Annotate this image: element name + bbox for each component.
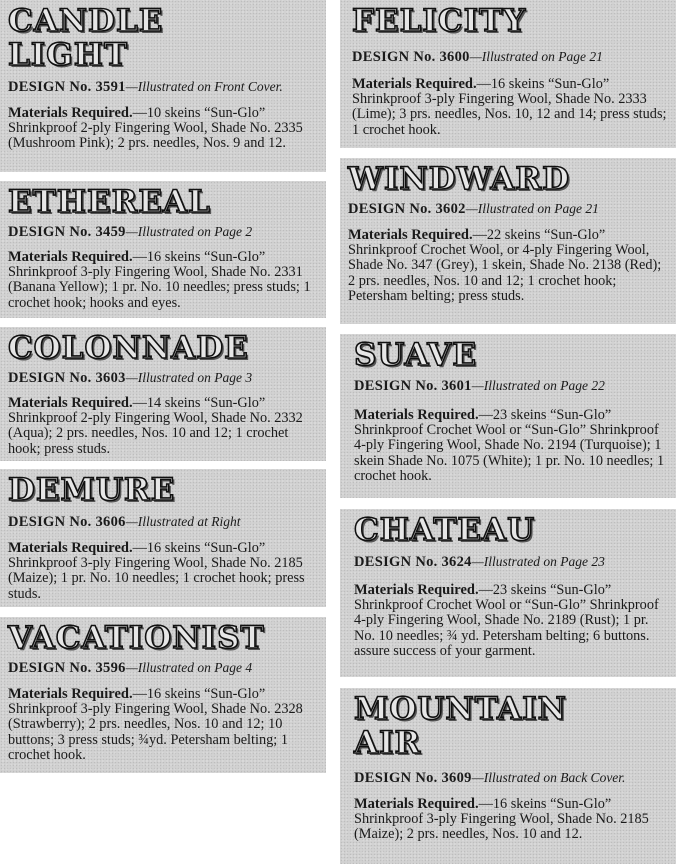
design-line xyxy=(354,554,670,571)
materials xyxy=(354,408,670,484)
design-note: —Illustrated on Page 3 xyxy=(125,370,253,385)
card-title: CHATEAU xyxy=(354,512,536,548)
materials-text: —14 skeins “Sun-Glo” Shrinkproof 2-ply Fingering Wool, Shade No. 2332 (Aqua); 2 prs. needles, Nos. 10 and 12; 1 crochet hook; press studs. xyxy=(8,395,303,457)
materials xyxy=(8,541,320,602)
materials xyxy=(8,250,320,311)
materials-text: —22 skeins “Sun-Glo” Shrinkproof Crochet Wool, or 4-ply Fingering Wool, Shade No. 347 (Grey), 1 skein, Shade No. 2138 (Red); 2 prs. needles, Nos. 10 and 12; 1 crochet hook; Petersham belting; press studs. xyxy=(348,227,662,304)
card-title: SUAVE xyxy=(354,337,477,373)
design-note: —Illustrated on Back Cover. xyxy=(471,770,626,785)
design-note: —Illustrated on Front Cover. xyxy=(125,79,283,94)
card-title: DEMURE xyxy=(8,472,176,508)
design-label: DESIGN No. 3624 xyxy=(354,554,472,570)
materials xyxy=(354,797,670,843)
materials xyxy=(348,228,670,304)
design-note: —Illustrated on Page 21 xyxy=(465,201,599,216)
card-windward xyxy=(340,158,676,324)
design-line xyxy=(8,224,320,241)
materials-label: Materials Required. xyxy=(8,395,133,411)
materials xyxy=(8,396,320,457)
materials-label: Materials Required. xyxy=(8,540,133,556)
materials-text: —16 skeins “Sun-Glo” Shrinkproof 3-ply Fingering Wool, Shade No. 2328 (Strawberry); 2 prs. needles, Nos. 10 and 12; 10 buttons; 3 press studs; ¾yd. Petersham belting; 1 crochet hook. xyxy=(8,686,303,763)
design-line xyxy=(8,79,320,96)
card-ethereal xyxy=(0,181,326,318)
materials-text: —23 skeins “Sun-Glo” Shrinkproof Crochet Wool or “Sun-Glo” Shrinkproof 4-ply Fingering Wool, Shade No. 2194 (Turquoise); 1 skein Shade No. 1075 (White); 1 pr. No. 10 needles; 1 crochet hook. xyxy=(354,407,665,484)
materials-label: Materials Required. xyxy=(354,796,479,812)
card-title: WINDWARD xyxy=(348,161,571,197)
materials-text: —16 skeins “Sun-Glo” Shrinkproof 3-ply Fingering Wool, Shade No. 2185 (Maize); 1 pr. No. 10 needles; 1 crochet hook; press studs. xyxy=(8,540,305,602)
materials-label: Materials Required. xyxy=(8,105,133,121)
materials-label: Materials Required. xyxy=(8,249,133,265)
design-note: —Illustrated on Page 22 xyxy=(471,378,605,393)
materials-text: —23 skeins “Sun-Glo” Shrinkproof Crochet Wool or “Sun-Glo” Shrinkproof 4-ply Fingering Wool, Shade No. 2189 (Rust); 1 pr. No. 10 needles; ¾ yd. Petersham belting; 6 buttons. xyxy=(354,582,659,644)
card-title: ETHEREAL xyxy=(8,184,211,220)
materials-label: Materials Required. xyxy=(354,407,479,423)
design-label: DESIGN No. 3603 xyxy=(8,370,126,386)
card-title: CANDLE xyxy=(8,3,164,39)
design-label: DESIGN No. 3459 xyxy=(8,224,126,240)
design-line xyxy=(8,370,320,387)
card-chateau xyxy=(340,509,676,677)
design-note: —Illustrated at Right xyxy=(125,514,241,529)
design-line xyxy=(8,514,320,531)
card-felicity xyxy=(340,0,676,148)
card-title: MOUNTAIN xyxy=(354,691,567,727)
card-title: VACATIONIST xyxy=(8,620,265,656)
card-title: FELICITY xyxy=(352,3,527,39)
materials xyxy=(354,583,670,644)
materials xyxy=(352,77,670,138)
card-vacationist xyxy=(0,617,326,773)
design-line xyxy=(352,49,670,66)
card-title: COLONNADE xyxy=(8,330,249,366)
materials-text: —10 skeins “Sun-Glo” Shrinkproof 2-ply Fingering Wool, Shade No. 2335 (Mushroom Pink); 2 prs. needles, Nos. 9 and 12. xyxy=(8,105,303,152)
materials xyxy=(8,687,320,763)
design-line xyxy=(354,378,670,395)
design-note: —Illustrated on Page 21 xyxy=(469,49,603,64)
design-label: DESIGN No. 3596 xyxy=(8,660,126,676)
materials-text: —16 skeins “Sun-Glo” Shrinkproof 3-ply Fingering Wool, Shade No. 2331 (Banana Yellow); 1 pr. No. 10 needles; press studs; 1 crochet hook; hooks and eyes. xyxy=(8,249,311,311)
materials-label: Materials Required. xyxy=(8,686,133,702)
design-note: —Illustrated on Page 2 xyxy=(125,224,253,239)
design-label: DESIGN No. 3600 xyxy=(352,49,470,65)
cutoff-text: assure success of your garment. xyxy=(354,642,536,659)
design-line xyxy=(8,660,320,677)
design-label: DESIGN No. 3591 xyxy=(8,79,126,95)
card-title-line-2: LIGHT xyxy=(8,37,129,73)
design-label: DESIGN No. 3602 xyxy=(348,201,466,217)
design-line xyxy=(348,201,670,218)
design-line xyxy=(354,770,670,787)
design-note: —Illustrated on Page 23 xyxy=(471,554,605,569)
card-colonnade xyxy=(0,327,326,461)
design-label: DESIGN No. 3609 xyxy=(354,770,472,786)
card-suave xyxy=(340,334,676,498)
card-mountain-air xyxy=(340,688,676,864)
design-note: —Illustrated on Page 4 xyxy=(125,660,253,675)
materials-text: —16 skeins “Sun-Glo” Shrinkproof 3-ply Fingering Wool, Shade No. 2185 (Maize); 2 prs. needles, Nos. 10 and 12. xyxy=(354,796,649,843)
materials-label: Materials Required. xyxy=(354,582,479,598)
card-candle-light xyxy=(0,0,326,172)
materials-label: Materials Required. xyxy=(352,76,477,92)
card-demure xyxy=(0,469,326,607)
materials xyxy=(8,106,320,152)
materials-text: —16 skeins “Sun-Glo” Shrinkproof 3-ply Fingering Wool, Shade No. 2333 (Lime); 3 prs. needles, Nos. 10, 12 and 14; press studs; 1 crochet hook. xyxy=(352,76,667,138)
design-label: DESIGN No. 3606 xyxy=(8,514,126,530)
materials-label: Materials Required. xyxy=(348,227,473,243)
card-title-line-2: AIR xyxy=(354,725,422,761)
design-label: DESIGN No. 3601 xyxy=(354,378,472,394)
